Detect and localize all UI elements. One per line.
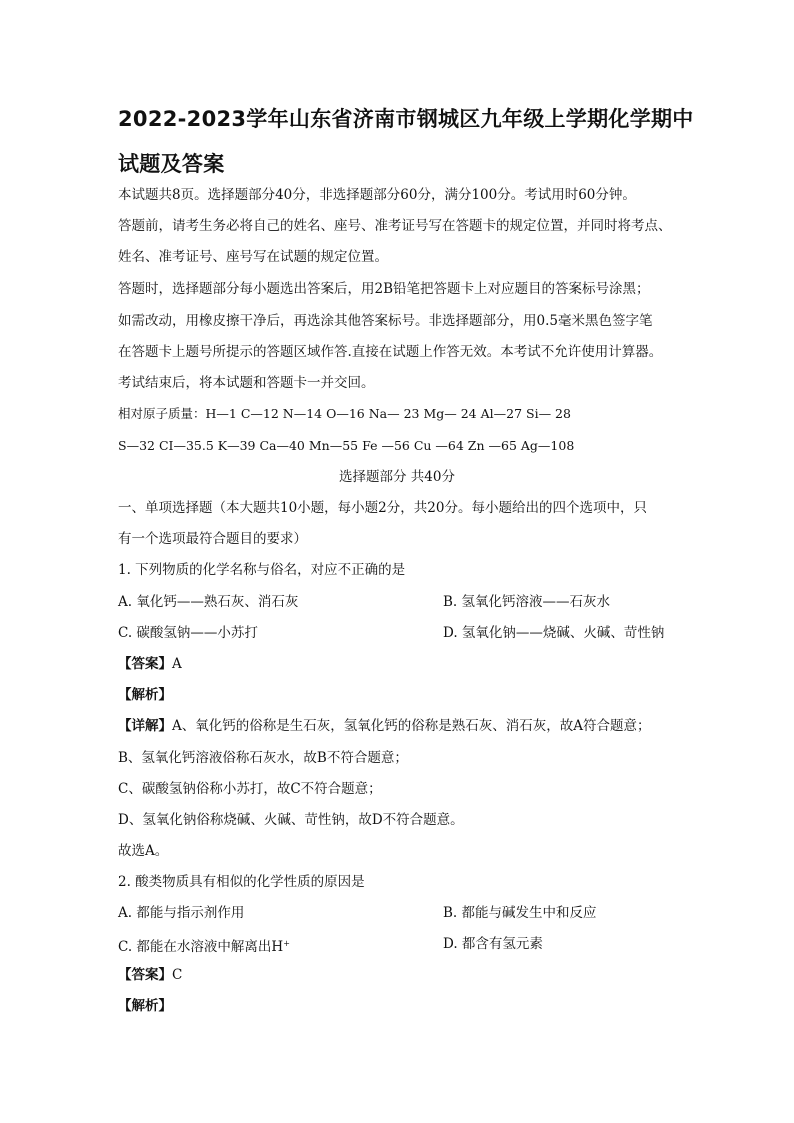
detail-line: B、氢氧化钙溶液俗称石灰水，故B不符合题意； <box>118 750 408 766</box>
question-2-analysis <box>118 996 172 1016</box>
answer-tag: 【答案】 <box>118 967 172 983</box>
instruction-line: 在答题卡上题号所提示的答题区域作答.直接在试题上作答无效。本考试不允许使用计算器。 <box>118 344 663 360</box>
detail-line: C、碳酸氢钠俗称小苏打，故C不符合题意； <box>118 781 382 797</box>
answer-value: C <box>172 967 183 983</box>
question-1-detail <box>118 716 651 736</box>
answer-value: A <box>172 656 182 672</box>
section-header: 选择题部分 共40分 <box>339 469 455 485</box>
atomic-mass-line-2: S—32 CI—35.5 K—39 Ca—40 Mn—55 Fe —56 Cu —64 Zn —65 Ag—108 <box>118 438 575 453</box>
question-2-answer <box>118 965 182 985</box>
detail-line: A、氧化钙的俗称是生石灰，氢氧化钙的俗称是熟石灰、消石灰，故A符合题意； <box>172 718 651 734</box>
analysis-tag: 【解析】 <box>118 998 172 1014</box>
analysis-tag: 【解析】 <box>118 687 172 703</box>
instruction-line: 考试结束后，将本试题和答题卡一并交回。 <box>118 375 375 391</box>
part-one-heading-line-2: 有一个选项最符合题目的要求） <box>118 531 307 547</box>
superscript-plus: + <box>283 939 290 948</box>
question-1-option-b: B. 氢氧化钙溶液——石灰水 <box>443 594 611 610</box>
question-1-option-c: C. 碳酸氢钠——小苏打 <box>118 625 258 641</box>
question-1-stem: 1. 下列物质的化学名称与俗名，对应不正确的是 <box>118 562 406 578</box>
question-1-answer <box>118 654 182 674</box>
document-title-line-1: 2022-2023学年山东省济南市钢城区九年级上学期化学期中 <box>118 107 694 131</box>
part-one-heading-line-1: 一、单项选择题（本大题共10小题，每小题2分，共20分。每小题给出的四个选项中，只 <box>118 500 647 516</box>
question-2-option-a: A. 都能与指示剂作用 <box>118 905 245 921</box>
option-c-text: C. 都能在水溶液中解离出H <box>118 939 284 955</box>
atomic-mass-line-1: 相对原子质量：H—1 C—12 N—14 O—16 Na— 23 Mg— 24 Al—27 Si— 28 <box>118 406 571 421</box>
question-2-option-c <box>118 934 290 957</box>
instruction-line: 答题前，请考生务必将自己的姓名、座号、准考证号写在答题卡的规定位置，并同时将考点、 <box>118 218 672 234</box>
question-1-option-a: A. 氧化钙——熟石灰、消石灰 <box>118 594 299 610</box>
instruction-line: 本试题共8页。选择题部分40分，非选择题部分60分，满分100分。考试用时60分钟。 <box>118 187 636 203</box>
question-2-option-b: B. 都能与碱发生中和反应 <box>443 905 597 921</box>
document-title-line-2: 试题及答案 <box>118 152 225 176</box>
question-2-option-d: D. 都含有氢元素 <box>443 936 543 952</box>
instruction-line: 答题时，选择题部分每小题选出答案后，用2B铅笔把答题卡上对应题目的答案标号涂黑； <box>118 281 650 297</box>
instruction-line: 如需改动，用橡皮擦干净后，再选涂其他答案标号。非选择题部分，用0.5毫米黑色签字笔 <box>118 313 653 329</box>
detail-line: D、氢氧化钠俗称烧碱、火碱、苛性钠，故D不符合题意。 <box>118 812 464 828</box>
answer-tag: 【答案】 <box>118 656 172 672</box>
question-2-stem: 2. 酸类物质具有相似的化学性质的原因是 <box>118 874 365 890</box>
question-1-conclusion: 故选A。 <box>118 843 169 859</box>
question-1-option-d: D. 氢氧化钠——烧碱、火碱、苛性钠 <box>443 625 665 641</box>
detail-tag: 【详解】 <box>118 718 172 734</box>
instruction-line: 姓名、准考证号、座号写在试题的规定位置。 <box>118 249 388 265</box>
question-1-analysis <box>118 685 172 705</box>
